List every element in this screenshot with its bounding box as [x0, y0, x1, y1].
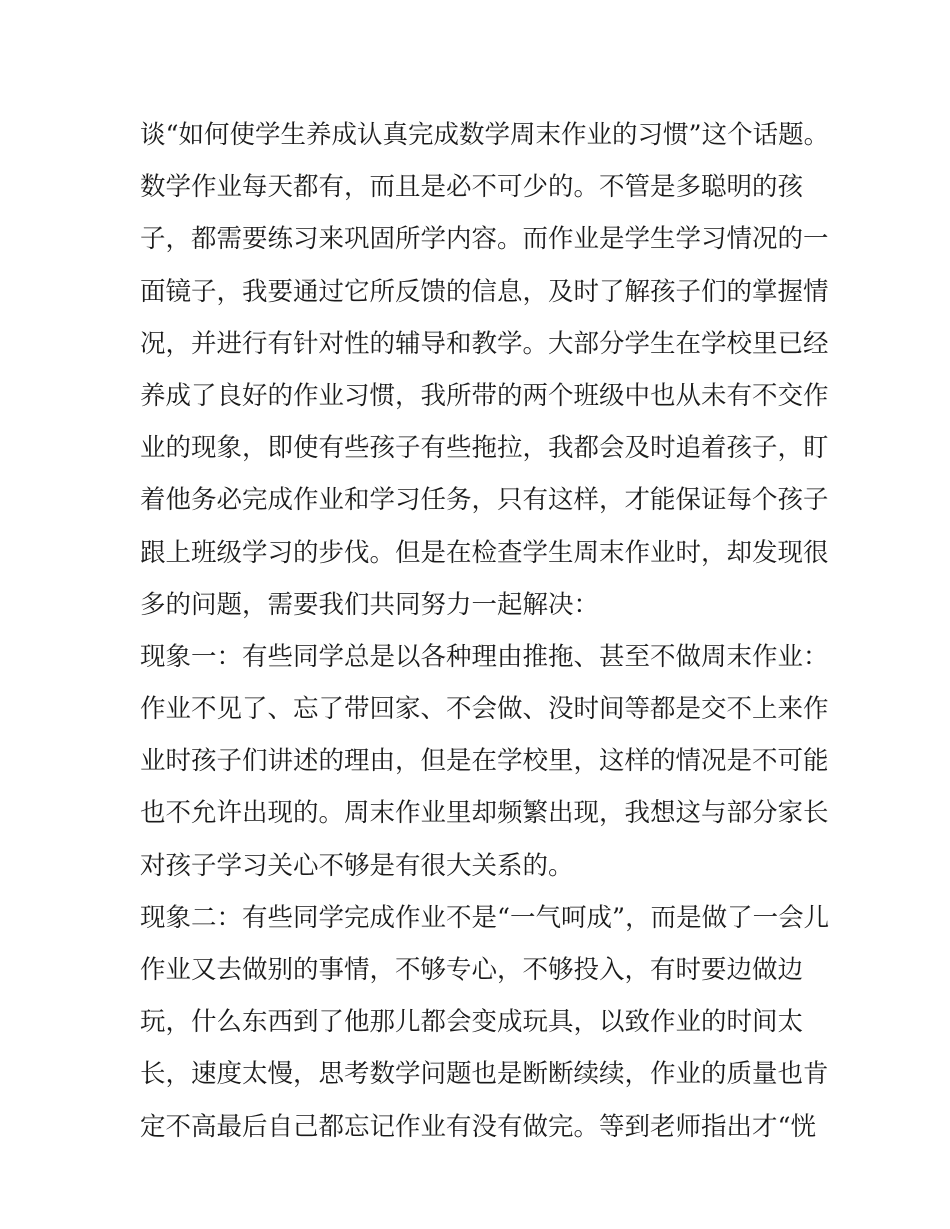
text-line-7: 业的现象，即使有些孩子有些拖拉，我都会及时追着孩子，盯: [140, 433, 829, 464]
text-line-5: 况，并进行有针对性的辅导和教学。大部分学生在学校里已经: [140, 328, 829, 359]
text-line-16: 现象二：有些同学完成作业不是“一气呵成”，而是做了一会儿: [140, 902, 830, 933]
text-line-9: 跟上班级学习的步伐。但是在检查学生周末作业时，却发现很: [140, 537, 829, 568]
text-line-1: 谈“如何使学生养成认真完成数学周末作业的习惯”这个话题。: [140, 120, 830, 150]
text-line-3: 子，都需要练习来巩固所学内容。而作业是学生学习情况的一: [140, 224, 829, 255]
text-line-12: 作业不见了、忘了带回家、不会做、没时间等都是交不上来作: [140, 694, 829, 725]
text-line-6: 养成了良好的作业习惯，我所带的两个班级中也从未有不交作: [140, 380, 829, 411]
text-line-18: 玩，什么东西到了他那儿都会变成玩具，以致作业的时间太: [140, 1007, 804, 1038]
text-line-11: 现象一：有些同学总是以各种理由推拖、甚至不做周末作业：: [140, 641, 829, 672]
text-line-10: 多的问题，需要我们共同努力一起解决：: [140, 589, 600, 620]
text-line-2: 数学作业每天都有，而且是必不可少的。不管是多聪明的孩: [140, 172, 804, 203]
text-line-8: 着他务必完成作业和学习任务，只有这样，才能保证每个孩子: [140, 485, 829, 516]
text-line-19: 长，速度太慢，思考数学问题也是断断续续，作业的质量也肯: [140, 1059, 829, 1090]
text-line-14: 也不允许出现的。周末作业里却频繁出现，我想这与部分家长: [140, 798, 829, 829]
text-line-4: 面镜子，我要通过它所反馈的信息，及时了解孩子们的掌握情: [140, 276, 829, 307]
body-text: [140, 109, 830, 1153]
text-line-20: 定不高最后自己都忘记作业有没有做完。等到老师指出才“恍: [140, 1111, 817, 1142]
text-line-17: 作业又去做别的事情，不够专心，不够投入，有时要边做边: [140, 955, 804, 985]
text-line-15: 对孩子学习关心不够是有很大关系的。: [140, 850, 574, 881]
text-line-13: 业时孩子们讲述的理由，但是在学校里，这样的情况是不可能: [140, 746, 829, 777]
